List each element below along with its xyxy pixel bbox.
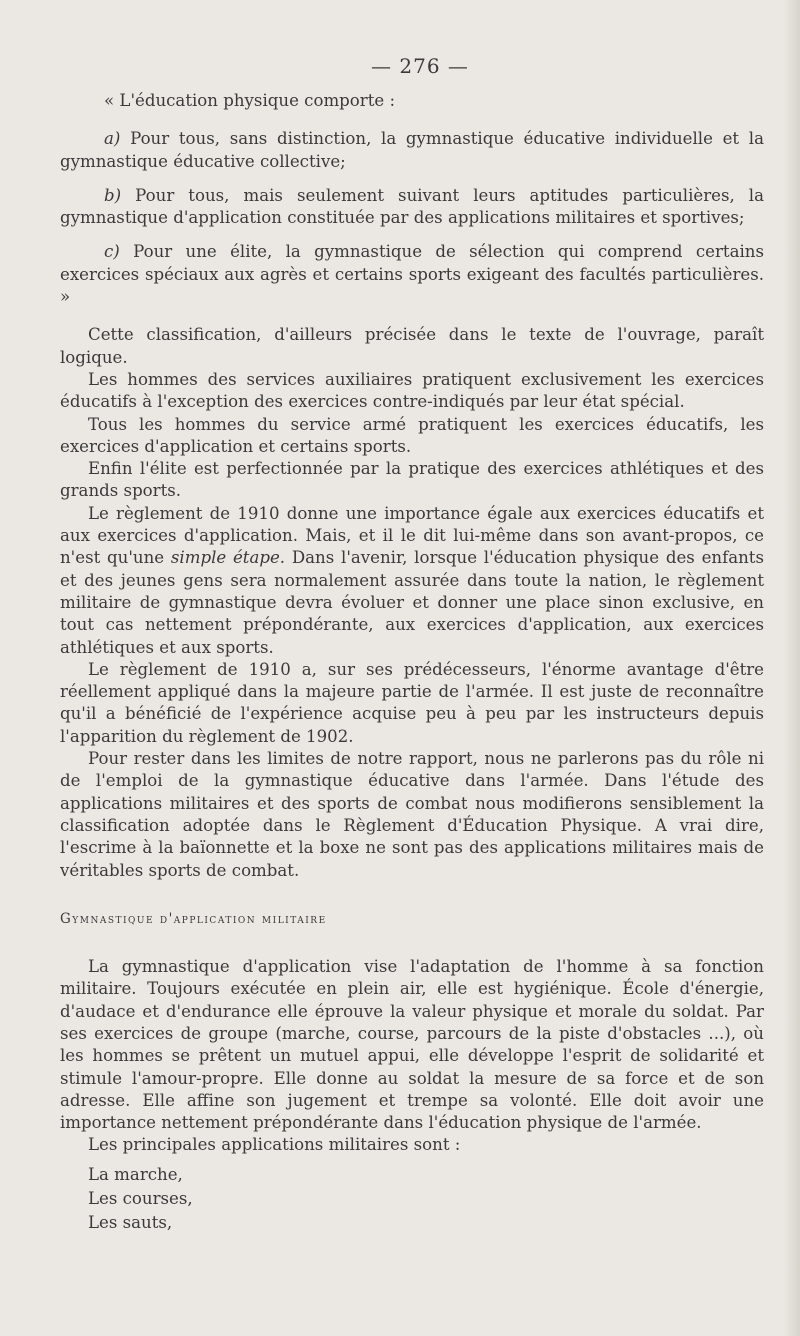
paragraph: Tous les hommes du service armé pratiquent les exercices éducatifs, les exercices d'application et certains sports. bbox=[60, 414, 764, 456]
item-label: c) bbox=[104, 242, 120, 262]
quote-intro: « L'éducation physique comporte : bbox=[104, 91, 396, 110]
list-item: Les sauts, bbox=[88, 1212, 173, 1232]
item-text: Pour tous, sans distinction, la gymnastique éducative individuelle et la gymnastique éducative collective; bbox=[60, 129, 764, 171]
page-number: — 276 — bbox=[371, 54, 469, 78]
list-item: Les courses, bbox=[88, 1188, 193, 1208]
applications-list bbox=[60, 1163, 764, 1235]
emphasis-text: simple étape. bbox=[170, 548, 286, 568]
quote-item-c bbox=[60, 241, 764, 308]
quote-item-b bbox=[60, 185, 764, 230]
paragraph bbox=[60, 503, 764, 659]
list-item: La marche, bbox=[88, 1164, 183, 1184]
paragraph: Enfin l'élite est perfectionnée par la pratique des exercices athlétiques et des grands sports. bbox=[60, 459, 764, 501]
item-text: Pour tous, mais seulement suivant leurs aptitudes particulières, la gymnastique d'application constituée par des applications militaires et sportives; bbox=[60, 185, 764, 228]
item-label: a) bbox=[104, 129, 121, 149]
paragraph: Le règlement de 1910 a, sur ses prédécesseurs, l'énorme avantage d'être réellement appliqué dans la majeure partie de l'armée. Il est juste de reconnaître qu'il a bénéficié de l'expérience acquise peu à peu par les instructeurs depuis l'apparition du règlement de 1902. bbox=[60, 659, 764, 746]
paragraph-text: Dans l'avenir, lorsque l'éducation physique des enfants et des jeunes gens sera normalement assurée dans toute la nation, le règlement militaire de gymnastique devra évoluer et donner une place sinon exclusive, en tout cas nettement prépondérante, aux exercices d'application, aux exercices athlétiques et aux sports. bbox=[60, 548, 764, 657]
paragraph: La gymnastique d'application vise l'adaptation de l'homme à sa fonction militaire. Toujours exécutée en plein air, elle est hygiénique. École d'énergie, d'audace et d'endurance elle éprouve la valeur physique et morale du soldat. Par ses exercices de groupe (marche, course, parcours de la piste d'obstacles ...), où les hommes se prêtent un mutuel appui, elle développe l'esprit de solidarité et stimule l'amour-propre. Elle donne au soldat la mesure de sa force et de son adresse. Elle affine son jugement et trempe sa volonté. Elle doit avoir une importance nettement prépondérante dans l'éducation physique de l'armée. bbox=[60, 957, 764, 1133]
quote-item-a bbox=[60, 128, 764, 173]
item-label: b) bbox=[104, 185, 122, 205]
paragraph: Les principales applications militaires sont : bbox=[88, 1135, 461, 1155]
item-text: Pour une élite, la gymnastique de sélection qui comprend certains exercices spéciaux aux agrès et certains sports exigeant des facultés particulières. » bbox=[60, 242, 764, 307]
page-edge-shadow bbox=[784, 0, 800, 1336]
paragraph: Pour rester dans les limites de notre rapport, nous ne parlerons pas du rôle ni de l'emploi de la gymnastique éducative dans l'armée. Dans l'étude des applications militaires et des sports de combat nous modifierons sensiblement la classification adoptée dans le Règlement d'Éducation Physique. A vrai dire, l'escrime à la baïonnette et la boxe ne sont pas des applications militaires mais de véritables sports de combat. bbox=[60, 749, 764, 880]
section-heading: Gymnastique d'application militaire bbox=[60, 910, 327, 927]
paragraph: Les hommes des services auxiliaires pratiquent exclusivement les exercices éducatifs à l'exception des exercices contre-indiqués par leur état spécial. bbox=[60, 369, 764, 412]
paragraph: Cette classification, d'ailleurs précisée dans le texte de l'ouvrage, paraît logique. bbox=[60, 325, 764, 367]
document-body bbox=[60, 90, 764, 1235]
paragraph-text: Le règlement de 1910 donne une importance égale aux exercices éducatifs et aux exercices d'application. Mais, et il le dit lui-même dans son avant-propos, ce n'est qu'une bbox=[60, 503, 764, 568]
